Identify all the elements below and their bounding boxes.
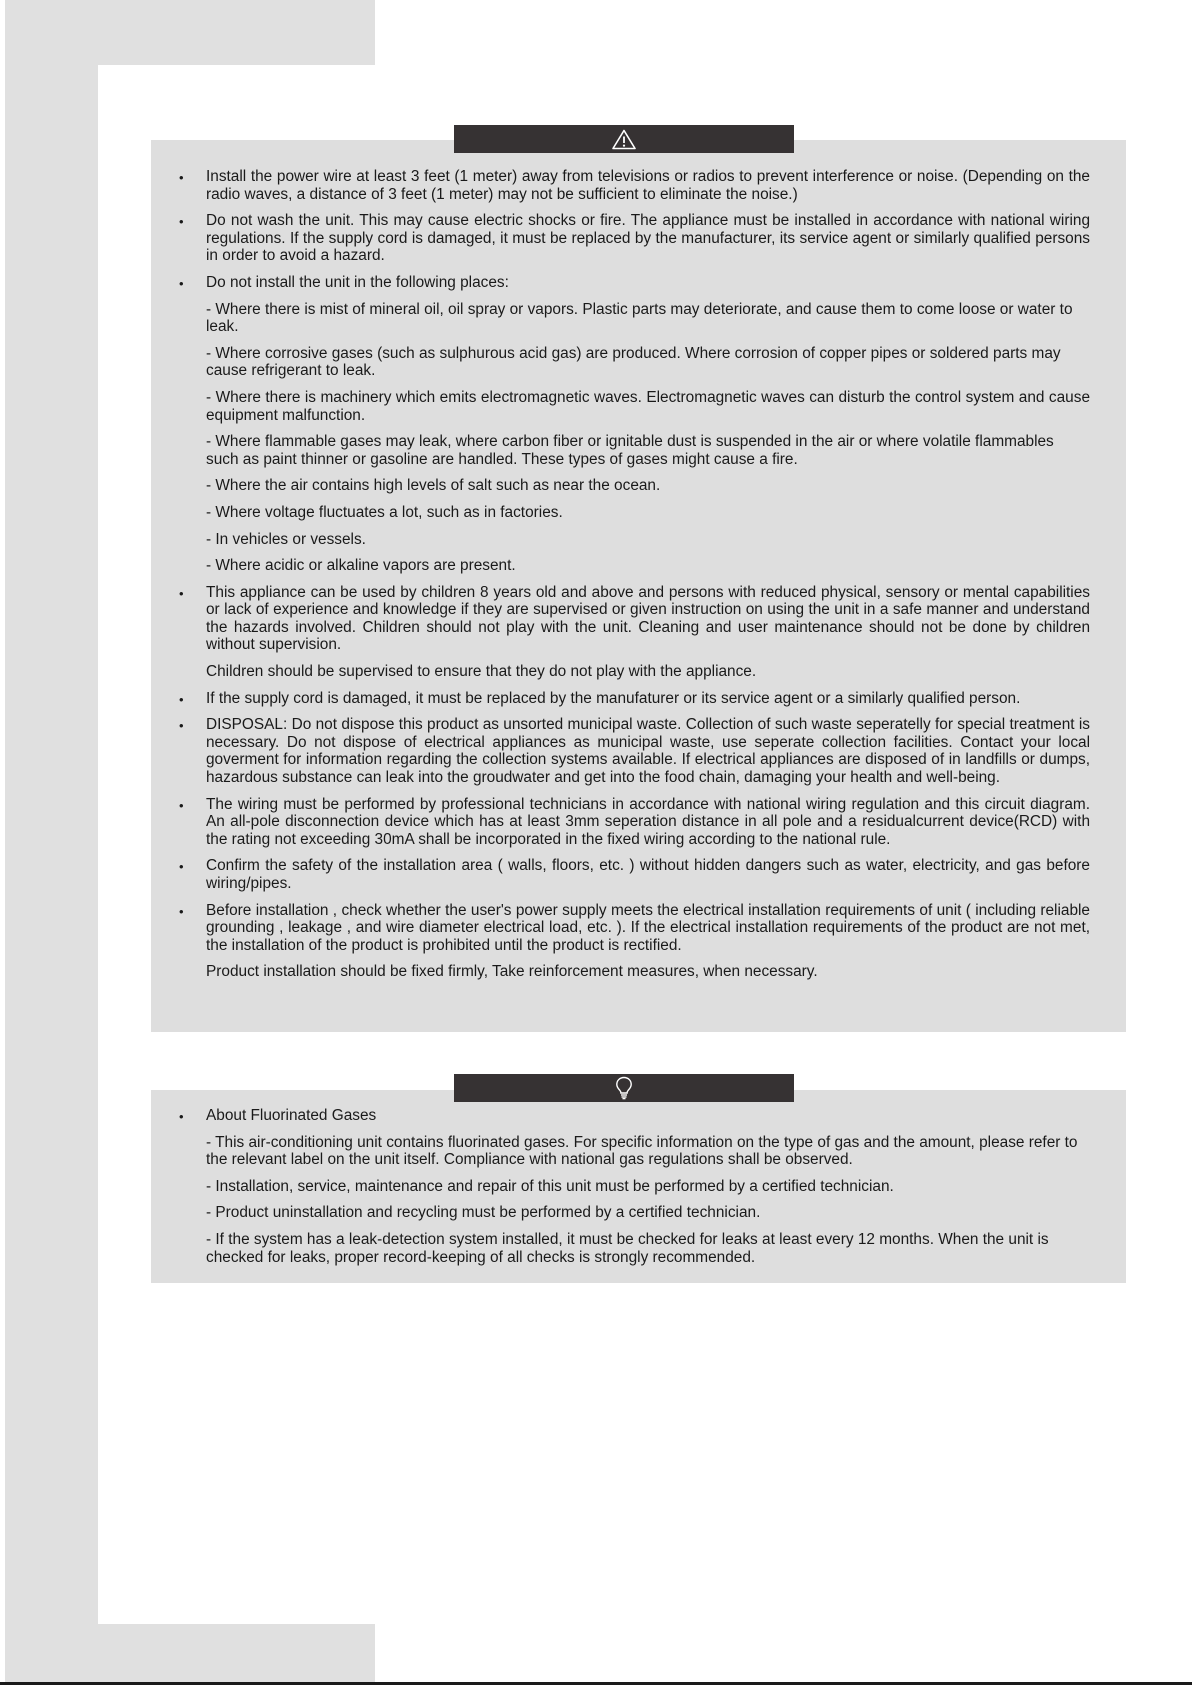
list-subitem xyxy=(151,963,1126,981)
subitem-text: - Where flammable gases may leak, where carbon fiber or ignitable dust is suspended in the air or where volatile flammables such as paint thinner or gasoline are handled. These types of gases might cause a fire. xyxy=(206,433,1054,468)
bullet: • xyxy=(179,1109,184,1124)
list-item xyxy=(151,1107,1126,1125)
bullet: • xyxy=(179,903,184,919)
list-subitem xyxy=(151,301,1126,336)
list-item xyxy=(151,796,1126,849)
list-subitem xyxy=(151,663,1126,681)
item-text: Do not install the unit in the following places: xyxy=(206,273,509,291)
list-item xyxy=(151,584,1126,654)
list-subitem xyxy=(151,1134,1126,1169)
bullet: • xyxy=(179,691,184,707)
warning-panel xyxy=(151,140,1126,1032)
list-item xyxy=(151,212,1126,265)
bullet: • xyxy=(179,275,184,291)
lightbulb-icon xyxy=(615,1076,633,1100)
subitem-text: Product installation should be fixed firmly, Take reinforcement measures, when necessary. xyxy=(206,963,818,981)
list-item xyxy=(151,690,1126,708)
list-subitem xyxy=(151,1178,1126,1196)
item-text: If the supply cord is damaged, it must be replaced by the manufaturer or its service agent or a similarly qualified person. xyxy=(206,689,1021,707)
item-text: Before installation , check whether the user's power supply meets the electrical installation requirements of unit ( including reliable grounding , leakage , and wire diameter electrical load, etc. ). If the electrical installation requirements of the product are not met, the installation of the product is prohibited until the product is rectified. xyxy=(206,901,1090,954)
list-item xyxy=(151,902,1126,955)
bullet: • xyxy=(179,170,184,185)
list-subitem xyxy=(151,1204,1126,1222)
bullet: • xyxy=(179,797,184,813)
list-subitem xyxy=(151,389,1126,424)
subitem-text: Children should be supervised to ensure that they do not play with the appliance. xyxy=(206,663,757,681)
list-item xyxy=(151,716,1126,786)
item-text: About Fluorinated Gases xyxy=(206,1107,377,1124)
gray-margin-band xyxy=(5,0,98,1685)
list-subitem xyxy=(151,504,1126,522)
note-header xyxy=(454,1074,794,1102)
subitem-text: - Product uninstallation and recycling must be performed by a certified technician. xyxy=(206,1204,761,1222)
subitem-text: - Where there is mist of mineral oil, oil spray or vapors. Plastic parts may deteriorate, and cause them to come loose or water to leak. xyxy=(206,300,1073,336)
list-subitem xyxy=(151,1231,1126,1266)
gray-top-band xyxy=(5,0,375,65)
list-item xyxy=(151,857,1126,892)
warning-triangle-icon xyxy=(612,129,636,150)
warning-header xyxy=(454,125,794,153)
bullet: • xyxy=(179,859,184,875)
list-subitem xyxy=(151,433,1126,468)
item-text: Confirm the safety of the installation area ( walls, floors, etc. ) without hidden dangers such as water, electricity, and gas before wiring/pipes. xyxy=(206,857,1090,892)
subitem-text: - Where there is machinery which emits electromagnetic waves. Electromagnetic waves can disturb the control system and cause equipment malfunction. xyxy=(206,388,1090,424)
item-text: Do not wash the unit. This may cause electric shocks or fire. The appliance must be installed in accordance with national wiring regulations. If the supply cord is damaged, it must be replaced by the manufacturer, its service agent or similarly qualified persons in order to avoid a hazard. xyxy=(206,212,1090,265)
subitem-text: - Where the air contains high levels of salt such as near the ocean. xyxy=(206,477,661,495)
note-panel xyxy=(151,1090,1126,1283)
subitem-text: - In vehicles or vessels. xyxy=(206,530,366,548)
item-text: The wiring must be performed by professional technicians in accordance with national wiring regulation and this circuit diagram. An all-pole disconnection device which has at least 3mm seperation distance in all pole and a residualcurrent device(RCD) with the rating not exceeding 30mA shall be incorporated in the fixed wiring according to the national rule. xyxy=(206,795,1090,848)
bullet: • xyxy=(179,585,184,601)
subitem-text: - If the system has a leak-detection system installed, it must be checked for leaks at least every 12 months. When the unit is checked for leaks, proper record-keeping of all checks is strongly recommended. xyxy=(206,1230,1049,1266)
subitem-text: - Installation, service, maintenance and repair of this unit must be performed by a certified technician. xyxy=(206,1177,894,1195)
item-text: DISPOSAL: Do not dispose this product as unsorted municipal waste. Collection of such waste seperatelly for special treatment is necessary. Do not dispose of electrical appliances as municipal waste, use seperate collection facilities. Contact your local goverment for information regarding the collection systems available. If electrical appliances are disposed of in landfills or dumps, hazardous substance can leak into the groudwater and get into the food chain, damaging your health and well-being. xyxy=(206,716,1090,787)
list-item xyxy=(151,168,1126,203)
subitem-text: - Where corrosive gases (such as sulphurous acid gas) are produced. Where corrosion of copper pipes or soldered parts may cause refrigerant to leak. xyxy=(206,344,1061,380)
gray-bottom-band xyxy=(5,1624,375,1685)
item-text: Install the power wire at least 3 feet (1 meter) away from televisions or radios to prevent interference or noise. (Depending on the radio waves, a distance of 3 feet (1 meter) may not be sufficient to eliminate the noise.) xyxy=(206,168,1090,203)
bullet: • xyxy=(179,214,184,230)
bullet: • xyxy=(179,718,184,734)
list-subitem xyxy=(151,557,1126,575)
subitem-text: - Where acidic or alkaline vapors are present. xyxy=(206,557,516,575)
item-text: This appliance can be used by children 8 years old and above and persons with reduced physical, sensory or mental capabilities or lack of experience and knowledge if they are supervised or given instruction on using the unit in a safe manner and understand the hazards involved. Children should not play with the unit. Cleaning and user maintenance should not be done by children without supervision. xyxy=(206,583,1090,654)
list-subitem xyxy=(151,345,1126,380)
subitem-text: - Where voltage fluctuates a lot, such as in factories. xyxy=(206,503,563,521)
list-item xyxy=(151,274,1126,292)
subitem-text: - This air-conditioning unit contains fluorinated gases. For specific information on the type of gas and the amount, please refer to the relevant label on the unit itself. Compliance with national gas regulations shall be observed. xyxy=(206,1133,1078,1169)
list-subitem xyxy=(151,477,1126,495)
list-subitem xyxy=(151,531,1126,549)
